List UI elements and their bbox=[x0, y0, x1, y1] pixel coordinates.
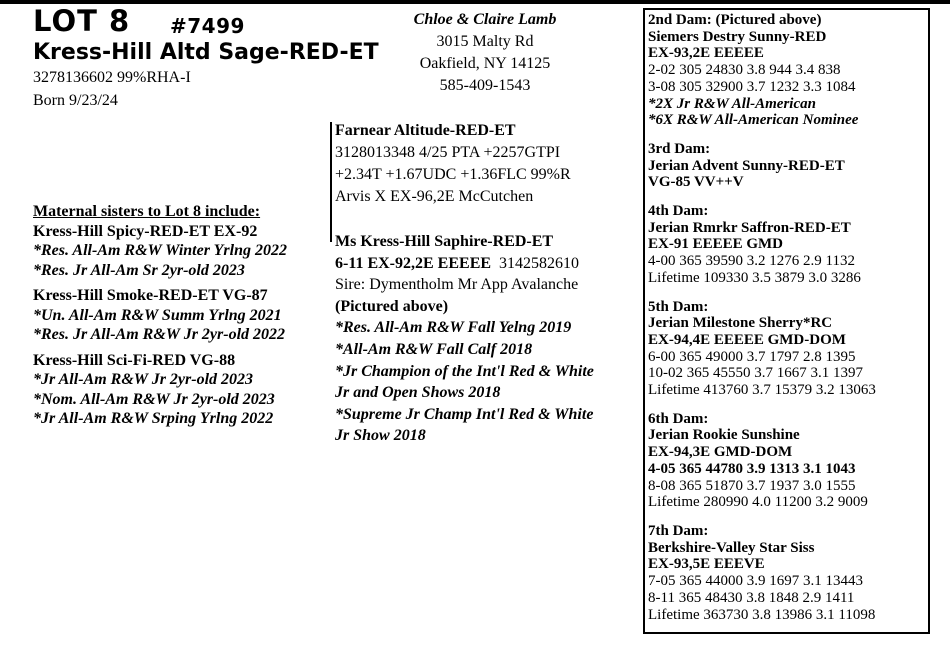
sire-info: +2.34T +1.67UDC +1.36FLC 99%R bbox=[335, 166, 571, 183]
dam-section bbox=[648, 411, 876, 511]
dam-generation-label: 4th Dam: bbox=[648, 203, 709, 220]
dam-record: Lifetime 280990 4.0 11200 3.2 9009 bbox=[648, 494, 868, 511]
sister-award: *Jr All-Am R&W Jr 2yr-old 2023 bbox=[33, 371, 254, 388]
dam-name: Ms Kress-Hill Saphire-RED-ET bbox=[335, 233, 554, 250]
sire-name: Farnear Altitude-RED-ET bbox=[335, 122, 516, 139]
dam-sire: Sire: Dymentholm Mr App Avalanche bbox=[335, 276, 579, 294]
dam-award: *6X R&W All-American Nominee bbox=[648, 112, 859, 129]
dam-detail: Jerian Rmrkr Saffron-RED-ET bbox=[648, 219, 851, 236]
dam-detail: Jerian Advent Sunny-RED-ET bbox=[648, 157, 845, 174]
dam-record: Lifetime 363730 3.8 13986 3.1 11098 bbox=[648, 606, 876, 623]
consignor-phone: 585-409-1543 bbox=[439, 77, 531, 94]
dam-pictured: (Pictured above) bbox=[335, 297, 449, 315]
dam-record: 8-11 365 48430 3.8 1848 2.9 1411 bbox=[648, 589, 855, 606]
sister-award: *Un. All-Am R&W Summ Yrlng 2021 bbox=[33, 306, 282, 324]
dam-generation-label: 3rd Dam: bbox=[648, 140, 711, 157]
dam-record: 7-05 365 44000 3.9 1697 3.1 13443 bbox=[648, 573, 863, 590]
dam-detail: Jerian Rookie Sunshine bbox=[648, 427, 800, 444]
sister-award: *Res. All-Am R&W Winter Yrlng 2022 bbox=[33, 242, 287, 259]
dam-reg: 3142582610 bbox=[499, 254, 580, 272]
dam-detail: VG-85 VV++V bbox=[648, 174, 744, 191]
sire-info: Arvis X EX-96,2E McCutchen bbox=[335, 188, 534, 205]
dam-award: *Res. All-Am R&W Fall Yelng 2019 bbox=[335, 319, 572, 337]
dam-section bbox=[648, 523, 876, 623]
lot-number: #7499 bbox=[170, 14, 245, 38]
dam-detail: EX-93,5E EEEVE bbox=[648, 556, 765, 573]
dam-section bbox=[648, 12, 876, 129]
sister-name: Kress-Hill Smoke-RED-ET VG-87 bbox=[33, 287, 268, 304]
dam-award: *All-Am R&W Fall Calf 2018 bbox=[335, 340, 533, 358]
dam-detail: EX-93,2E EEEEE bbox=[648, 45, 764, 62]
lot-title: LOT 8 bbox=[33, 4, 131, 38]
dam-award: *2X Jr R&W All-American bbox=[648, 95, 816, 112]
registration-line: 3278136602 99%RHA-I bbox=[33, 69, 191, 86]
animal-name: Kress-Hill Altd Sage-RED-ET bbox=[33, 40, 379, 65]
top-rule bbox=[0, 0, 950, 4]
dam-detail: Berkshire-Valley Star Siss bbox=[648, 539, 815, 556]
sister-name: Kress-Hill Spicy-RED-ET EX-92 bbox=[33, 222, 258, 240]
dam-record: 6-00 365 49000 3.7 1797 2.8 1395 bbox=[648, 348, 856, 365]
dam-record: 4-00 365 39590 3.2 1276 2.9 1132 bbox=[648, 253, 855, 270]
dam-award: *Supreme Jr Champ Int'l Red & White bbox=[335, 405, 594, 423]
sister-group bbox=[33, 351, 287, 429]
sister-group bbox=[33, 222, 287, 281]
sister-award: *Jr All-Am R&W Srping Yrlng 2022 bbox=[33, 410, 274, 427]
sire-block bbox=[335, 120, 571, 208]
dam-record: Lifetime 109330 3.5 3879 3.0 3286 bbox=[648, 269, 861, 286]
dam-detail: EX-94,3E GMD-DOM bbox=[648, 444, 793, 461]
pedigree-bracket bbox=[330, 122, 332, 242]
sire-info: 3128013348 4/25 PTA +2257GTPI bbox=[335, 144, 561, 161]
dam-detail: 4-05 365 44780 3.9 1313 3.1 1043 bbox=[648, 460, 856, 477]
maternal-sisters bbox=[33, 202, 287, 435]
consignor-city: Oakfield, NY 14125 bbox=[419, 55, 551, 72]
dam-award: *Jr Champion of the Int'l Red & White bbox=[335, 362, 594, 380]
dam-generation-label: 7th Dam: bbox=[648, 522, 709, 539]
sisters-heading: Maternal sisters to Lot 8 include: bbox=[33, 203, 261, 220]
dam-record: 8-08 365 51870 3.7 1937 3.0 1555 bbox=[648, 477, 856, 494]
dam-record: 10-02 365 45550 3.7 1667 3.1 1397 bbox=[648, 365, 863, 382]
sister-award: *Nom. All-Am R&W Jr 2yr-old 2023 bbox=[33, 390, 275, 408]
dam-record: 2-02 305 24830 3.8 944 3.4 838 bbox=[648, 62, 841, 79]
dam-record: 3-08 305 32900 3.7 1232 3.3 1084 bbox=[648, 78, 856, 95]
dam-section bbox=[648, 299, 876, 399]
consignor-block bbox=[370, 9, 600, 97]
dam-generation-label: 5th Dam: bbox=[648, 298, 709, 315]
dam-block bbox=[335, 231, 594, 447]
dam-generation-label: 2nd Dam: (Pictured above) bbox=[648, 12, 822, 28]
dam-detail: EX-94,4E EEEEE GMD-DOM bbox=[648, 331, 846, 348]
dam-section bbox=[648, 141, 876, 191]
dam-detail: Siemers Destry Sunny-RED bbox=[648, 28, 827, 45]
dam-score: 6-11 EX-92,2E EEEEE bbox=[335, 254, 492, 272]
sister-name: Kress-Hill Sci-Fi-RED VG-88 bbox=[33, 351, 236, 369]
dam-detail: EX-91 EEEEE GMD bbox=[648, 236, 784, 253]
dam-award: Jr and Open Shows 2018 bbox=[335, 384, 501, 402]
dam-record: Lifetime 413760 3.7 15379 3.2 13063 bbox=[648, 382, 876, 399]
sister-group bbox=[33, 286, 287, 345]
consignor-street: 3015 Malty Rd bbox=[436, 33, 534, 50]
sister-award: *Res. Jr All-Am Sr 2yr-old 2023 bbox=[33, 261, 245, 279]
birth-date: Born 9/23/24 bbox=[33, 92, 118, 109]
dam-lineage-list bbox=[648, 12, 876, 635]
dam-detail: Jerian Milestone Sherry*RC bbox=[648, 315, 833, 332]
dam-generation-label: 6th Dam: bbox=[648, 410, 709, 427]
sister-award: *Res. Jr All-Am R&W Jr 2yr-old 2022 bbox=[33, 326, 286, 343]
consignor-name: Chloe & Claire Lamb bbox=[413, 11, 557, 28]
dam-award: Jr Show 2018 bbox=[335, 427, 426, 445]
dam-section bbox=[648, 203, 876, 287]
